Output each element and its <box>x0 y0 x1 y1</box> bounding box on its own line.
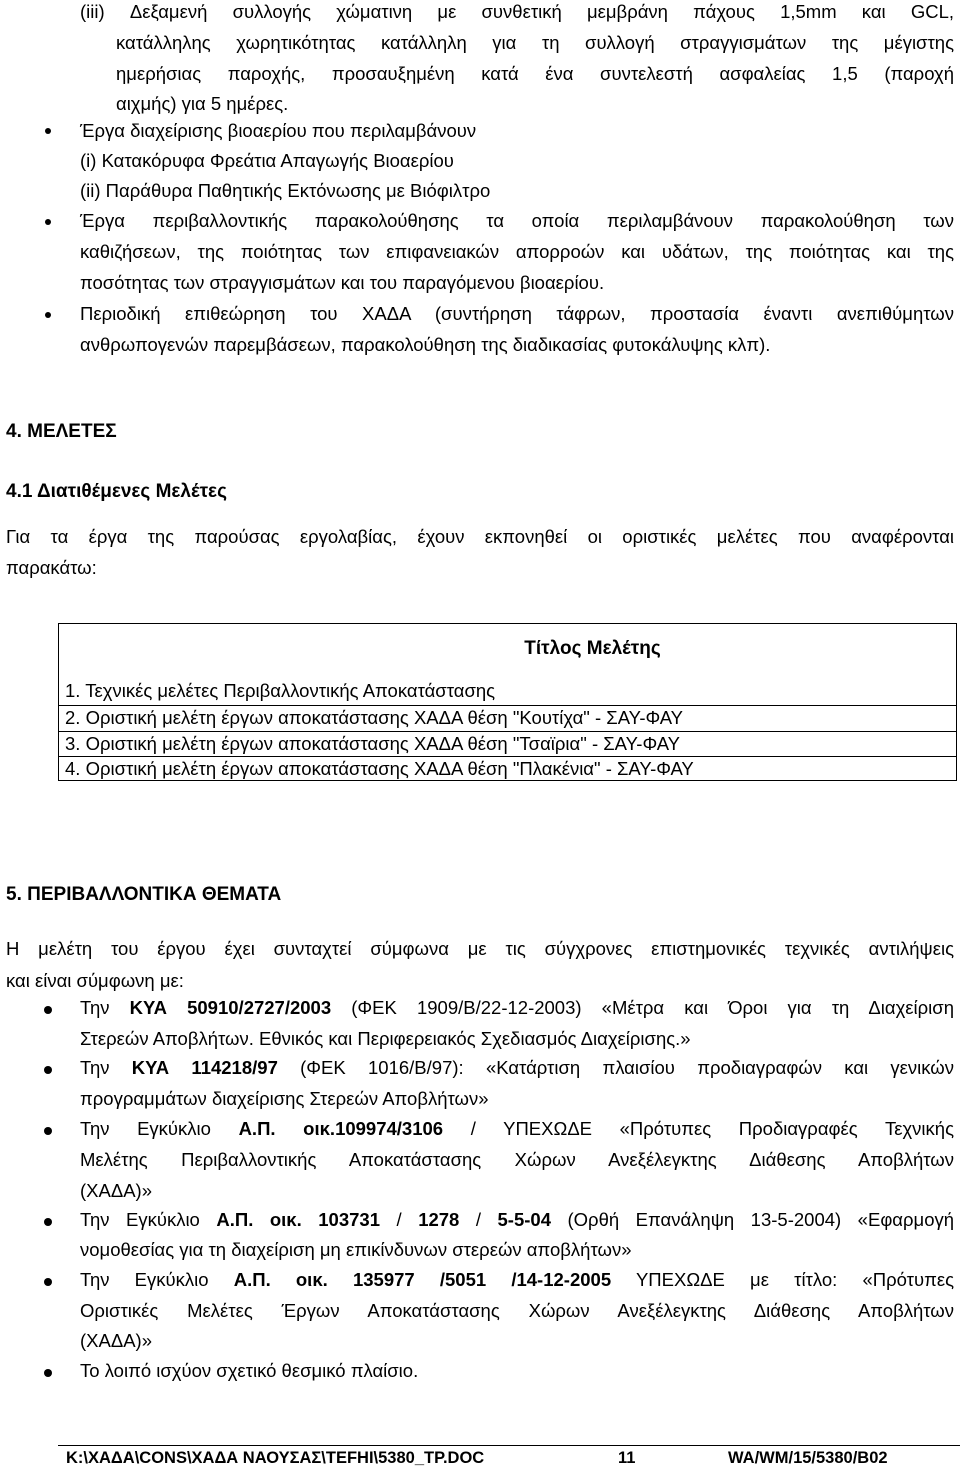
row-divider <box>59 756 956 757</box>
table-row: 2. Οριστική μελέτη έργων αποκατάστασης ΧΑΔΑ θέση "Κουτίχα" - ΣΑΥ-ΦΑΥ <box>65 707 684 728</box>
text-line: ημερήσιας παροχής, προσαυξημένη κατά ένα συντελεστή ασφαλείας 1,5 (παροχή <box>116 63 954 84</box>
bullet-icon <box>44 1006 52 1014</box>
paragraph-line: Για τα έργα της παρούσας εργολαβίας, έχουν εκπονηθεί οι οριστικές μελέτες που αναφέρονται <box>6 526 954 547</box>
bullet-icon <box>44 1127 52 1135</box>
list-item-line: Την Εγκύκλιο Α.Π. οικ. 135977 /5051 /14-12-2005 ΥΠΕΧΩΔΕ με τίτλο: «Πρότυπες <box>80 1269 954 1290</box>
list-item-line: νομοθεσίας για τη διαχείριση μη επικίνδυνων στερεών αποβλήτων» <box>80 1239 632 1260</box>
list-item-line: (ΧΑΔΑ)» <box>80 1330 152 1351</box>
list-item-line: Το λοιπό ισχύον σχετικό θεσμικό πλαίσιο. <box>80 1360 419 1381</box>
list-item-line: (ΧΑΔΑ)» <box>80 1180 152 1201</box>
paragraph-line: Η μελέτη του έργου έχει συνταχτεί σύμφωνα με τις σύγχρονες επιστημονικές τεχνικές αντιλήψεις <box>6 938 954 959</box>
bullet-icon <box>44 1066 52 1074</box>
list-item-line: ανθρωπογενών παρεμβάσεων, παρακολούθηση της διαδικασίας φυτοκάλυψης κλπ). <box>80 334 771 355</box>
studies-table <box>58 623 957 781</box>
list-item-line: προγραμμάτων διαχείρισης Στερεών Αποβλήτων» <box>80 1088 489 1109</box>
list-item-line: Περιοδική επιθεώρηση του ΧΑΔΑ (συντήρηση τάφρων, προστασία έναντι ανεπιθύμητων <box>80 303 954 324</box>
list-item-line: (ii) Παράθυρα Παθητικής Εκτόνωσης με Βιόφιλτρο <box>80 180 491 201</box>
footer-page-number: 11 <box>618 1449 636 1467</box>
subsection-heading: 4.1 Διατιθέμενες Μελέτες <box>6 481 227 502</box>
table-header: Τίτλος Μελέτης <box>524 638 661 659</box>
table-row: 4. Οριστική μελέτη έργων αποκατάστασης ΧΑΔΑ θέση "Πλακένια" - ΣΑΥ-ΦΑΥ <box>65 758 694 779</box>
bullet-icon <box>44 1369 52 1377</box>
section-heading: 5. ΠΕΡΙΒΑΛΛΟΝΤΙΚΑ ΘΕΜΑΤΑ <box>6 884 282 905</box>
list-item-line: Την Εγκύκλιο Α.Π. οικ.109974/3106 / ΥΠΕΧΩΔΕ «Πρότυπες Προδιαγραφές Τεχνικής <box>80 1118 954 1139</box>
bullet-icon <box>45 219 51 225</box>
text-line: αιχμής) για 5 ημέρες. <box>116 93 289 114</box>
table-row: 3. Οριστική μελέτη έργων αποκατάστασης ΧΑΔΑ θέση "Τσαϊρια" - ΣΑΥ-ΦΑΥ <box>65 733 680 754</box>
row-divider <box>59 705 956 706</box>
list-item-line: Την ΚΥΑ 114218/97 (ΦΕΚ 1016/Β/97): «Κατάρτιση πλαισίου προδιαγραφών και γενικών <box>80 1057 954 1078</box>
list-item-line: ποσότητας των στραγγισμάτων και του παραγόμενου βιοαερίου. <box>80 272 605 293</box>
footer-document-code: WA/WM/15/5380/B02 <box>728 1449 888 1467</box>
list-item-line: Την Εγκύκλιο Α.Π. οικ. 103731 / 1278 / 5-5-04 (Ορθή Επανάληψη 13-5-2004) «Εφαρμογή <box>80 1209 955 1230</box>
list-item-line: καθιζήσεων, της ποιότητας των επιφανειακών απορροών και υδάτων, της ποιότητας και της <box>80 241 954 262</box>
list-item-line: Έργα περιβαλλοντικής παρακολούθησης τα οποία περιλαμβάνουν παρακολούθηση των <box>80 210 954 231</box>
list-item-line: Οριστικές Μελέτες Έργων Αποκατάστασης Χώρων Ανεξέλεγκτης Διάθεσης Αποβλήτων <box>80 1300 954 1321</box>
row-divider <box>59 731 956 732</box>
bullet-icon <box>44 1218 52 1226</box>
list-item-line: Στερεών Αποβλήτων. Εθνικός και Περιφερειακός Σχεδιασμός Διαχείρισης.» <box>80 1028 691 1049</box>
bullet-icon <box>45 128 51 134</box>
list-item-line: Μελέτης Περιβαλλοντικής Αποκατάστασης Χώρων Ανεξέλεγκτης Διάθεσης Αποβλήτων <box>80 1149 954 1170</box>
list-item-line: (i) Κατακόρυφα Φρεάτια Απαγωγής Βιοαερίου <box>80 150 454 171</box>
list-item-line: Έργα διαχείρισης βιοαερίου που περιλαμβάνουν <box>80 120 477 141</box>
paragraph-line: παρακάτω: <box>6 557 97 578</box>
paragraph-line: και είναι σύμφωνη με: <box>6 970 184 991</box>
footer-divider <box>58 1445 960 1446</box>
section-heading: 4. ΜΕΛΕΤΕΣ <box>6 421 117 442</box>
bullet-icon <box>44 1278 52 1286</box>
footer-file-path: K:\ΧΑΔΑ\CONS\ΧΑΔΑ ΝΑΟΥΣΑΣ\TEFHI\5380_TP.DOC <box>66 1449 485 1467</box>
bullet-icon <box>45 312 51 318</box>
table-row: 1. Τεχνικές μελέτες Περιβαλλοντικής Αποκατάστασης <box>65 680 496 701</box>
list-item-line: Την ΚΥΑ 50910/2727/2003 (ΦΕΚ 1909/Β/22-12-2003) «Μέτρα και Όροι για τη Διαχείριση <box>80 997 954 1018</box>
text-line: (iii) Δεξαμενή συλλογής χώματινη με συνθετική μεμβράνη πάχους 1,5mm και GCL, <box>80 1 954 22</box>
text-line: κατάλληλης χωρητικότητας κατάλληλη για τη συλλογή στραγγισμάτων της μέγιστης <box>116 32 954 53</box>
